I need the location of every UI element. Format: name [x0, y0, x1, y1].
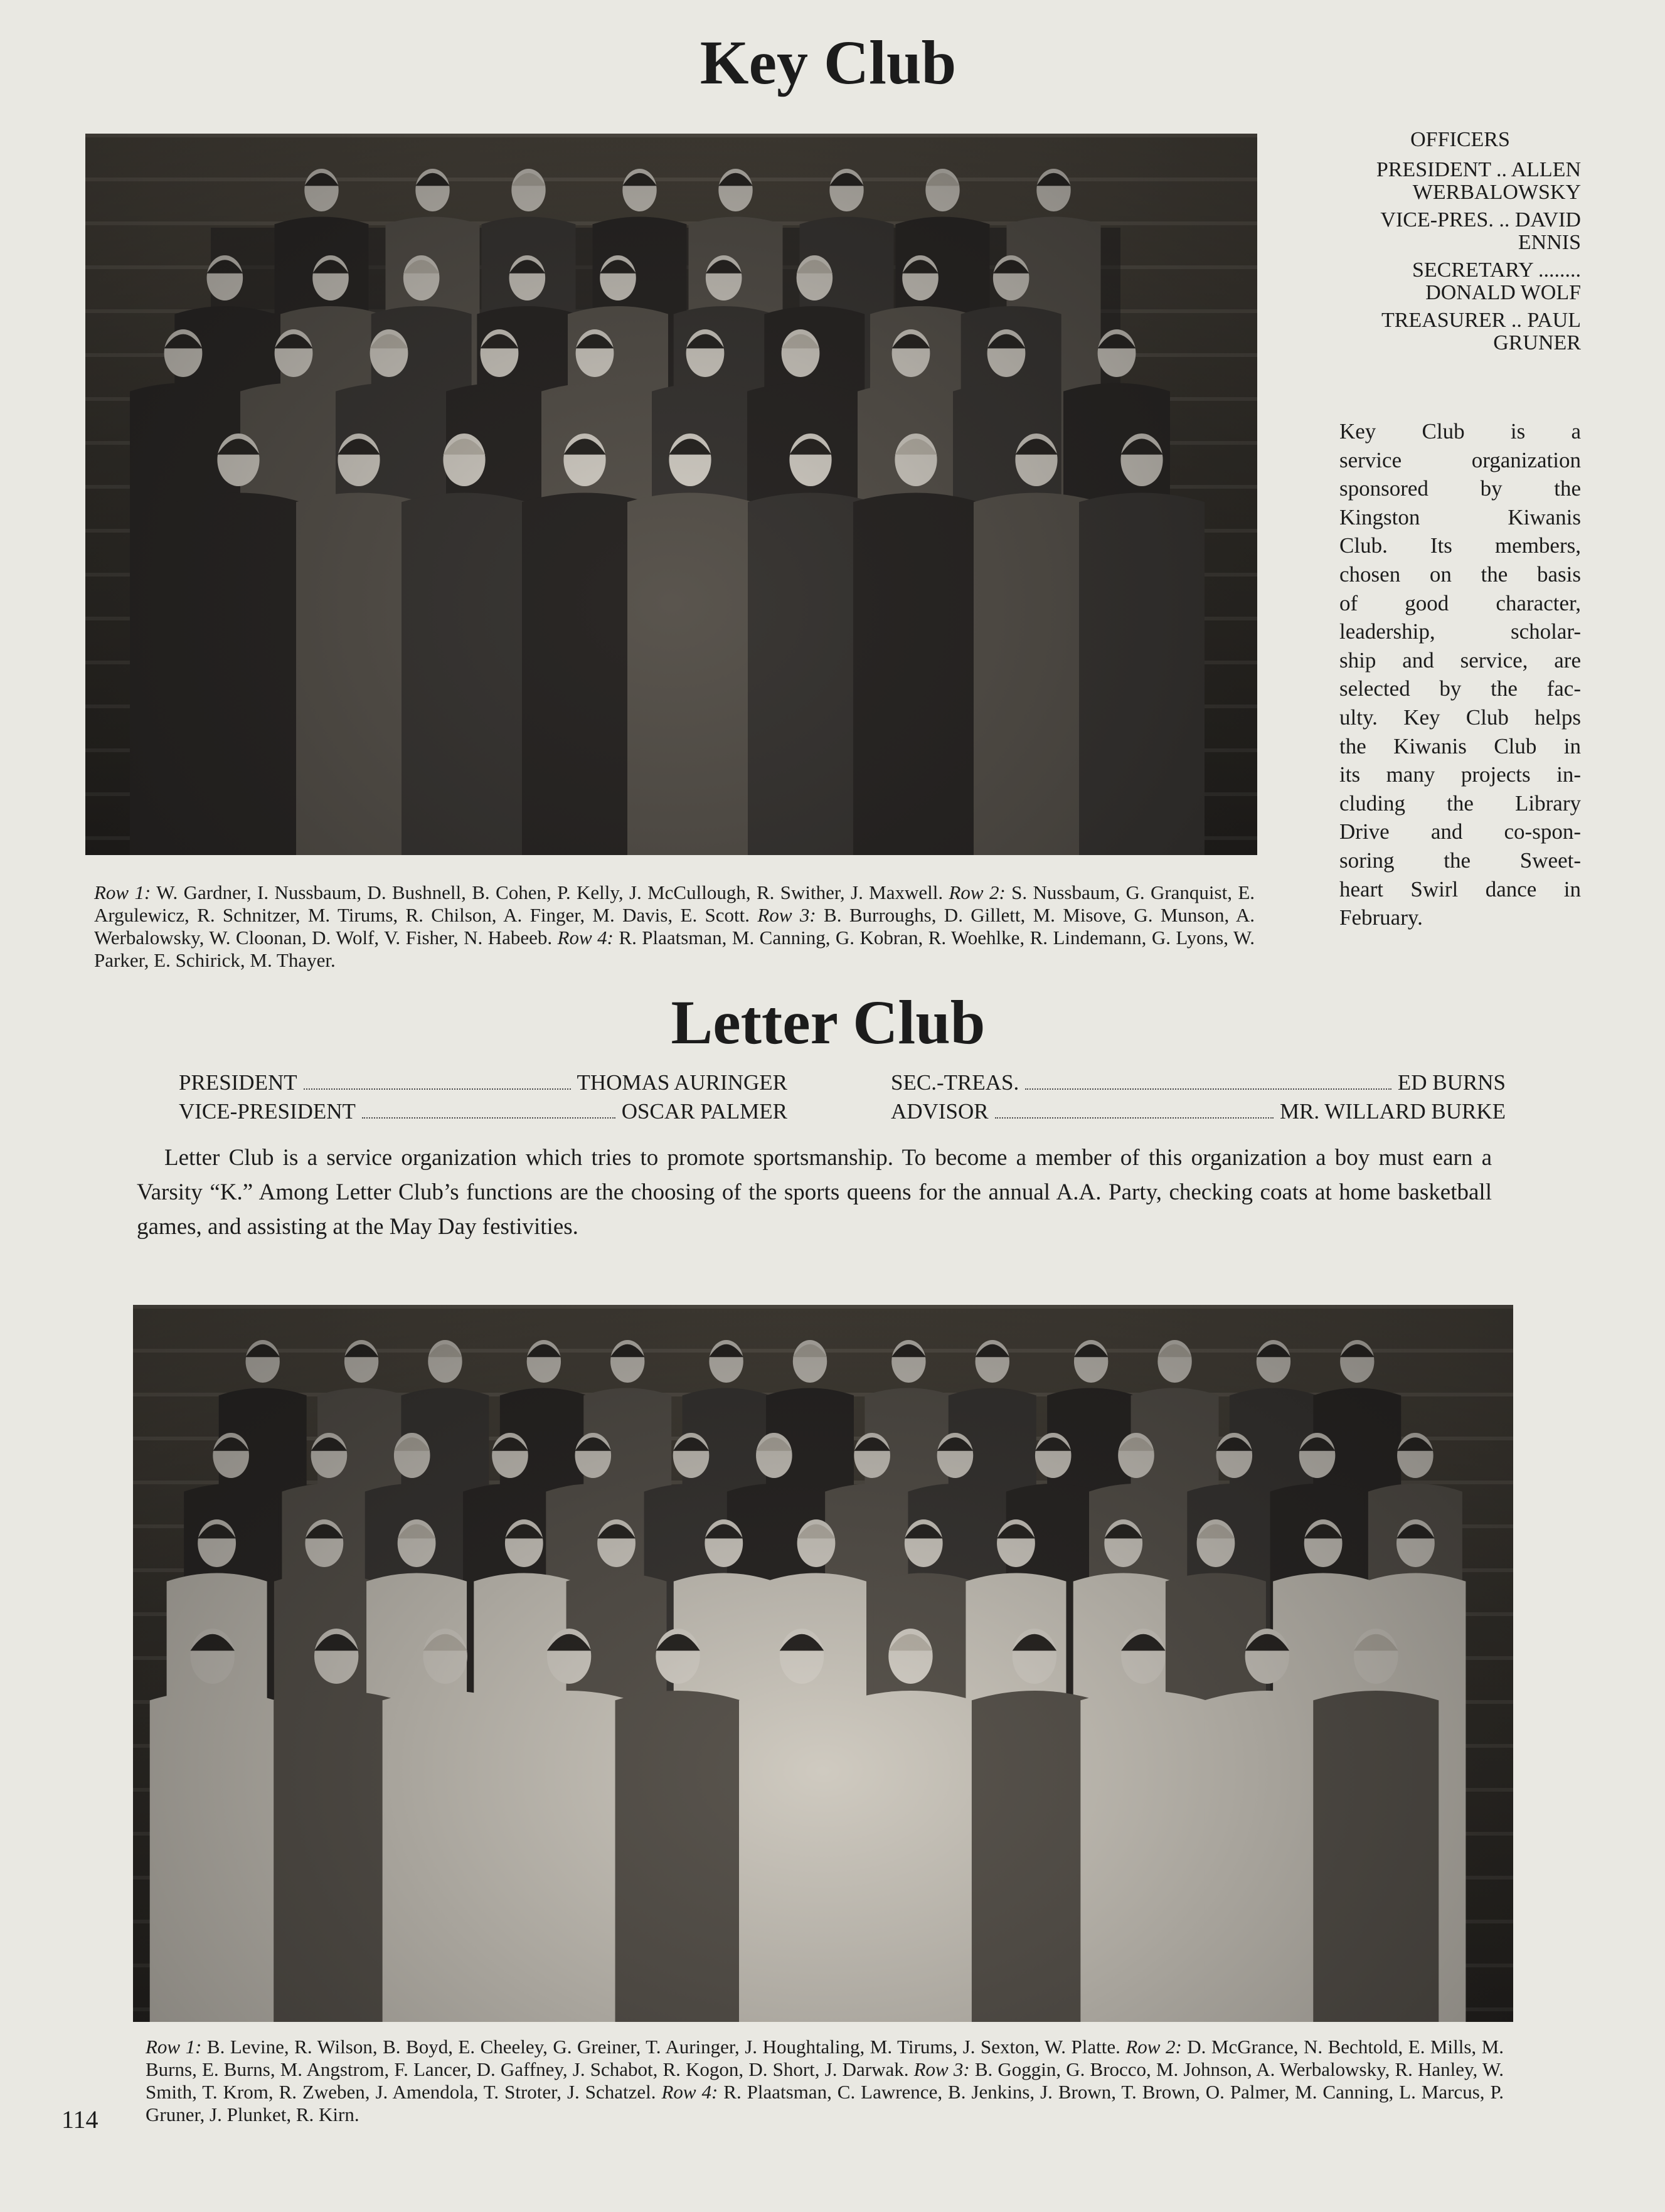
description-line: ship and service, are — [1339, 647, 1581, 673]
description-line: heart Swirl dance in — [1339, 876, 1581, 901]
person-body — [972, 1691, 1097, 2022]
officer-value: THOMAS AURINGER — [577, 1070, 787, 1095]
person-body — [1205, 1691, 1330, 2022]
description-line: chosen on the basis — [1339, 561, 1581, 587]
person-body — [506, 1691, 632, 2022]
person-body — [1313, 1691, 1439, 2022]
officer-label: PRESIDENT — [179, 1070, 297, 1095]
person-body — [274, 1691, 399, 2022]
caption-row-names: R. Plaatsman, C. Lawrence, B. Jenkins, J. Brown, T. Brown, O. Palmer, M. Canning, L. Marcus, P. Gruner, J. Plunket, R. Kirn. — [146, 2081, 1504, 2125]
person-body — [383, 1691, 508, 2022]
officer-label: ADVISOR — [891, 1099, 989, 1124]
officer-entry — [1339, 159, 1581, 204]
person-body — [150, 1691, 275, 2022]
officer-title-line: PRESIDENT .. ALLEN — [1376, 158, 1581, 181]
caption-row-names: B. Burroughs, D. Gillett, M. Misove, G. Munson, A. Werbalowsky, W. Cloonan, D. Wolf, V. Fisher, N. Habeeb. — [94, 904, 1255, 949]
officer-value: OSCAR PALMER — [621, 1099, 787, 1124]
key-club-officers — [1339, 129, 1581, 359]
letter-club-president — [179, 1068, 787, 1097]
person-body — [627, 493, 753, 856]
officer-value: MR. WILLARD BURKE — [1279, 1099, 1506, 1124]
letter-club-advisor — [891, 1097, 1506, 1126]
officer-label: VICE-PRESIDENT — [179, 1099, 356, 1124]
person-body — [615, 1691, 741, 2022]
officer-entry — [1339, 209, 1581, 254]
description-line: the Kiwanis Club in — [1339, 733, 1581, 758]
caption-row-label: Row 3: — [757, 904, 816, 926]
description-line: sponsored by the — [1339, 476, 1581, 501]
caption-row-label: Row 2: — [1125, 2036, 1182, 2058]
person-body — [853, 493, 979, 856]
letter-club-description: Letter Club is a service organization which tries to promote sportsmanship. To become a member of this organization a boy must earn a Varsity “K.” Among Letter Club’s functions are the choosing of the sports queens for the annual A.A. Party, checking coats at home basketball games, and assisting at the May Day festivities. — [137, 1145, 1492, 1240]
letter-club-vice-president — [179, 1097, 787, 1126]
caption-row-label: Row 3: — [913, 2058, 970, 2080]
description-line: Kingston Kiwanis — [1339, 504, 1581, 529]
person-body — [176, 493, 301, 856]
caption-row-names: B. Goggin, G. Brocco, M. Johnson, A. Werbalowsky, R. Hanley, W. Smith, T. Krom, R. Zweben, J. Amendola, T. Stroter, J. Schatzel. — [146, 2058, 1504, 2103]
caption-row-label: Row 1: — [94, 881, 151, 903]
key-club-caption — [94, 881, 1255, 972]
key-club-figures — [85, 134, 1257, 855]
officer-entry — [1339, 259, 1581, 304]
caption-row-names: R. Plaatsman, M. Canning, G. Kobran, R. Woehlke, R. Lindemann, G. Lyons, W. Parker, E. Schirick, M. Thayer. — [94, 927, 1255, 971]
description-line: cluding the Library — [1339, 790, 1581, 816]
description-line: Key Club is a — [1339, 419, 1581, 444]
officer-name-line: GRUNER — [1493, 331, 1581, 354]
caption-row-label: Row 1: — [146, 2036, 202, 2058]
description-line: ulty. Key Club helps — [1339, 705, 1581, 730]
description-line: its many projects in- — [1339, 762, 1581, 787]
caption-row-names: S. Nussbaum, G. Granquist, E. Argulewicz, R. Schnitzer, M. Tirums, R. Chilson, A. Finger, M. Davis, E. Scott. — [94, 881, 1255, 926]
officers-heading: OFFICERS — [1410, 128, 1510, 151]
officer-title-line: SECRETARY ........ — [1412, 258, 1581, 282]
page-number: 114 — [61, 2105, 98, 2134]
description-line: service organization — [1339, 447, 1581, 472]
description-line: Drive and co-spon- — [1339, 819, 1581, 844]
letter-club-figures — [133, 1305, 1513, 2022]
caption-row-label: Row 2: — [949, 881, 1006, 903]
officer-title-line: VICE-PRES. .. DAVID — [1380, 208, 1581, 231]
officer-title-line: TREASURER .. PAUL — [1381, 309, 1581, 332]
officer-value: ED BURNS — [1397, 1070, 1506, 1095]
person-body — [1080, 1691, 1206, 2022]
description-line: Club. Its members, — [1339, 533, 1581, 558]
caption-row-label: Row 4: — [557, 927, 614, 949]
key-club-description — [1339, 417, 1581, 932]
caption-row-label: Row 4: — [661, 2081, 718, 2103]
description-line: leadership, scholar- — [1339, 619, 1581, 644]
person-body — [402, 493, 527, 856]
letter-club-caption — [146, 2036, 1504, 2126]
description-line: of good character, — [1339, 590, 1581, 615]
key-club-title: Key Club — [700, 28, 957, 97]
letter-club-group-photo — [133, 1305, 1513, 2022]
officer-name-line: DONALD WOLF — [1425, 281, 1581, 304]
person-body — [1079, 493, 1205, 856]
officer-entry — [1339, 309, 1581, 354]
officer-name-line: ENNIS — [1518, 231, 1581, 254]
letter-club-title: Letter Club — [671, 987, 986, 1057]
letter-club-sec-treas — [891, 1068, 1506, 1097]
person-body — [739, 1691, 864, 2022]
description-line: February. — [1339, 905, 1423, 930]
officer-label: SEC.-TREAS. — [891, 1070, 1019, 1095]
caption-row-names: W. Gardner, I. Nussbaum, D. Bushnell, B. Cohen, P. Kelly, J. McCullough, R. Swither, J. Maxwell. — [151, 881, 949, 903]
key-club-group-photo — [85, 134, 1257, 855]
description-line: soring the Sweet- — [1339, 848, 1581, 873]
officer-name-line: WERBALOWSKY — [1412, 181, 1581, 204]
caption-row-names: D. McGrance, N. Bechtold, E. Mills, M. Burns, E. Burns, M. Angstrom, F. Lancer, D. Gaffney, J. Schabot, R. Kogon, D. Short, J. Darwak. — [146, 2036, 1504, 2080]
person-body — [848, 1691, 973, 2022]
description-line: selected by the fac- — [1339, 676, 1581, 701]
caption-row-names: B. Levine, R. Wilson, B. Boyd, E. Cheeley, G. Greiner, T. Auringer, J. Houghtaling, M. Tirums, J. Sexton, W. Platte. — [201, 2036, 1126, 2058]
